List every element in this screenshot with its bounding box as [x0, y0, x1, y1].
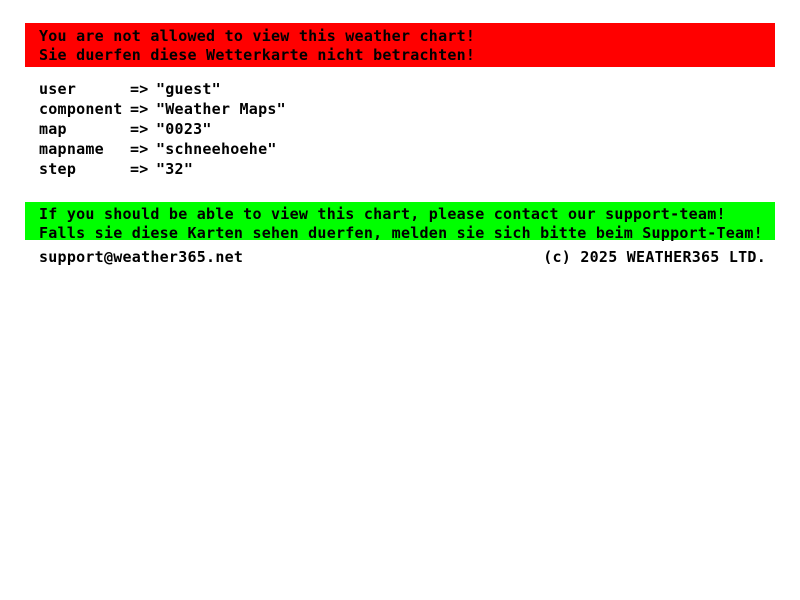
request-parameters	[39, 79, 286, 179]
param-value: "0023"	[156, 120, 212, 138]
arrow-glyph: =>	[130, 100, 149, 118]
copyright-notice: (c) 2025 WEATHER365 LTD.	[543, 248, 766, 266]
param-row-step	[39, 159, 286, 179]
param-value: "32"	[156, 160, 194, 178]
footer	[39, 248, 766, 266]
param-key: user	[39, 80, 77, 98]
param-key: step	[39, 160, 77, 178]
support-info-line-de: Falls sie diese Karten sehen duerfen, melden sie sich bitte beim Support-Team!	[39, 224, 763, 242]
access-denied-banner	[25, 23, 775, 67]
param-value: "schneehoehe"	[156, 140, 277, 158]
arrow-glyph: =>	[130, 120, 149, 138]
param-row-user	[39, 79, 286, 99]
param-value: "Weather Maps"	[156, 100, 286, 118]
param-row-mapname	[39, 139, 286, 159]
access-denied-line-de: Sie duerfen diese Wetterkarte nicht betrachten!	[39, 46, 476, 64]
access-denied-line-en: You are not allowed to view this weather chart!	[39, 27, 476, 45]
param-value: "guest"	[156, 80, 221, 98]
support-email: support@weather365.net	[39, 248, 244, 266]
arrow-glyph: =>	[130, 160, 149, 178]
support-info-line-en: If you should be able to view this chart, please contact our support-team!	[39, 205, 726, 223]
param-row-component	[39, 99, 286, 119]
arrow-glyph: =>	[130, 140, 149, 158]
arrow-glyph: =>	[130, 80, 149, 98]
param-key: mapname	[39, 140, 104, 158]
param-key: component	[39, 100, 123, 118]
param-key: map	[39, 120, 67, 138]
support-info-banner	[25, 202, 775, 240]
param-row-map	[39, 119, 286, 139]
